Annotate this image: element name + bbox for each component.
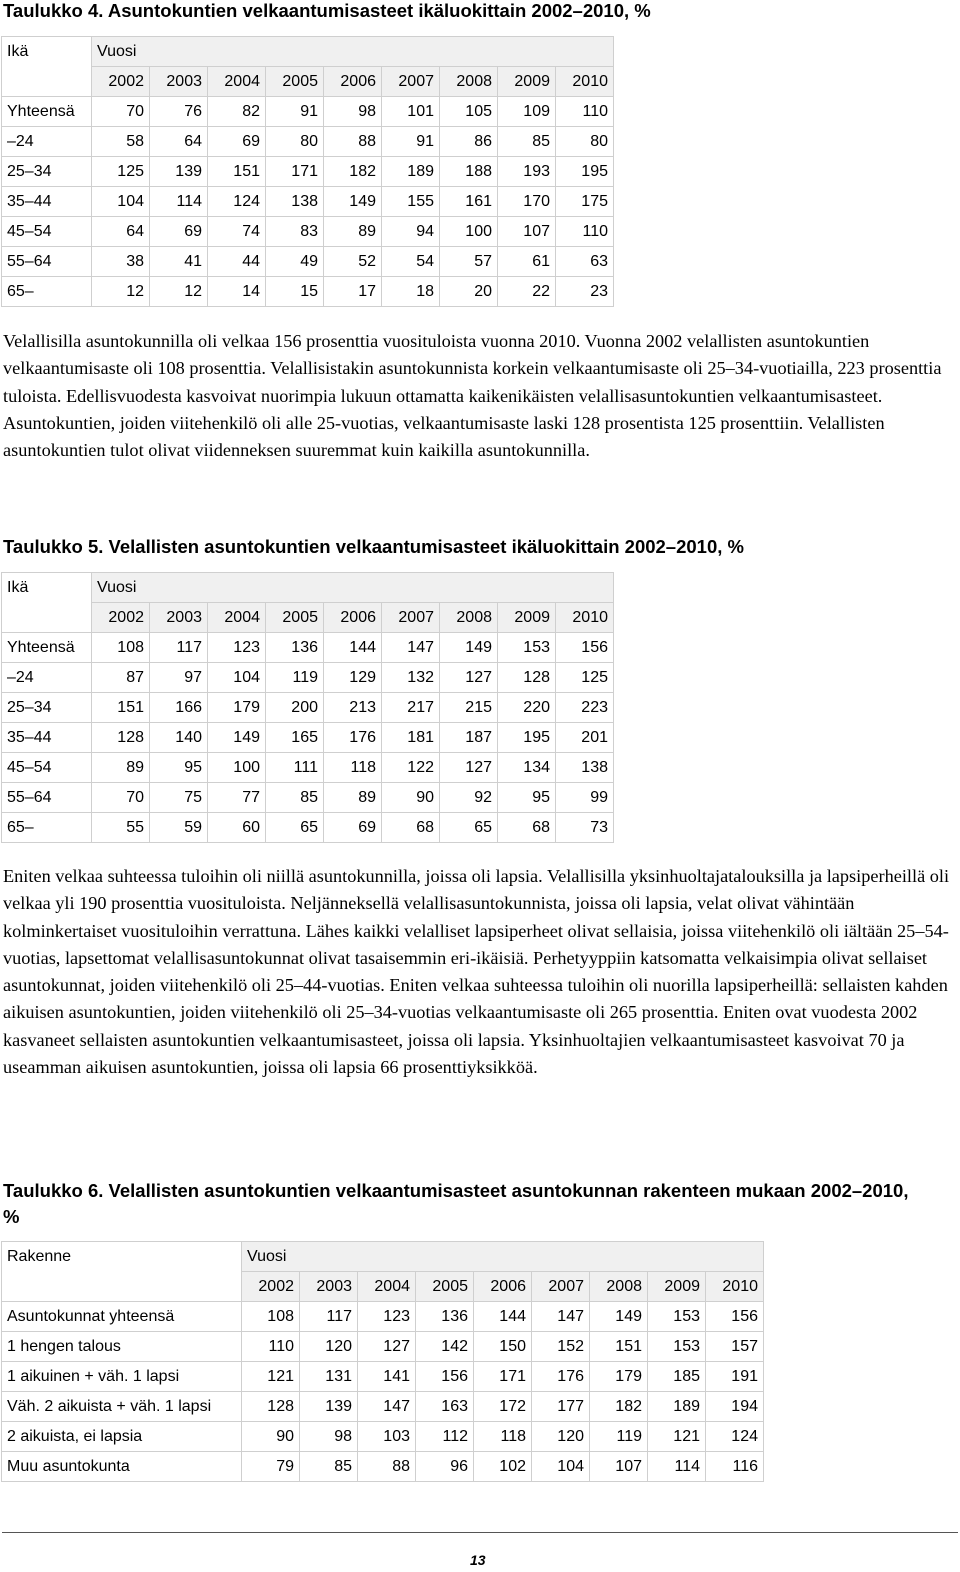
value-cell: 149 — [324, 187, 382, 217]
value-cell: 165 — [266, 723, 324, 753]
value-cell: 152 — [532, 1332, 590, 1362]
value-cell: 120 — [532, 1422, 590, 1452]
value-cell: 95 — [498, 783, 556, 813]
value-cell: 15 — [266, 277, 324, 307]
value-cell: 64 — [150, 127, 208, 157]
column-group-header: Vuosi — [92, 37, 614, 67]
value-cell: 134 — [498, 753, 556, 783]
year-header: 2006 — [324, 603, 382, 633]
year-header: 2004 — [208, 67, 266, 97]
value-cell: 98 — [300, 1422, 358, 1452]
value-cell: 63 — [556, 247, 614, 277]
value-cell: 104 — [92, 187, 150, 217]
value-cell: 153 — [648, 1302, 706, 1332]
value-cell: 189 — [648, 1392, 706, 1422]
value-cell: 58 — [92, 127, 150, 157]
value-cell: 125 — [92, 157, 150, 187]
value-cell: 12 — [92, 277, 150, 307]
year-header: 2003 — [300, 1272, 358, 1302]
column-group-header: Vuosi — [242, 1242, 764, 1272]
table-row — [2, 663, 614, 693]
table-row — [2, 1392, 764, 1422]
value-cell: 55 — [92, 813, 150, 843]
year-header: 2006 — [474, 1272, 532, 1302]
value-cell: 156 — [706, 1302, 764, 1332]
year-header: 2008 — [440, 603, 498, 633]
year-header: 2005 — [416, 1272, 474, 1302]
value-cell: 68 — [382, 813, 440, 843]
value-cell: 17 — [324, 277, 382, 307]
value-cell: 213 — [324, 693, 382, 723]
value-cell: 128 — [242, 1392, 300, 1422]
value-cell: 153 — [648, 1332, 706, 1362]
year-header: 2008 — [440, 67, 498, 97]
value-cell: 142 — [416, 1332, 474, 1362]
value-cell: 41 — [150, 247, 208, 277]
value-cell: 189 — [382, 157, 440, 187]
table4-caption: Taulukko 4. Asuntokuntien velkaantumisasteet ikäluokittain 2002–2010, % — [3, 0, 651, 21]
header-row — [2, 573, 614, 603]
row-label: 55–64 — [2, 783, 92, 813]
value-cell: 102 — [474, 1452, 532, 1482]
value-cell: 18 — [382, 277, 440, 307]
table-row — [2, 693, 614, 723]
value-cell: 65 — [440, 813, 498, 843]
value-cell: 94 — [382, 217, 440, 247]
row-label: 1 hengen talous — [2, 1332, 242, 1362]
year-header: 2002 — [92, 67, 150, 97]
value-cell: 104 — [208, 663, 266, 693]
value-cell: 129 — [324, 663, 382, 693]
value-cell: 138 — [266, 187, 324, 217]
header-row — [2, 1242, 764, 1272]
value-cell: 122 — [382, 753, 440, 783]
value-cell: 65 — [266, 813, 324, 843]
value-cell: 144 — [474, 1302, 532, 1332]
row-header: Rakenne — [2, 1242, 242, 1272]
value-cell: 176 — [324, 723, 382, 753]
value-cell: 147 — [358, 1392, 416, 1422]
value-cell: 118 — [324, 753, 382, 783]
year-row — [2, 67, 614, 97]
value-cell: 188 — [440, 157, 498, 187]
value-cell: 70 — [92, 783, 150, 813]
table-row — [2, 753, 614, 783]
value-cell: 79 — [242, 1452, 300, 1482]
value-cell: 161 — [440, 187, 498, 217]
value-cell: 182 — [590, 1392, 648, 1422]
value-cell: 114 — [648, 1452, 706, 1482]
value-cell: 103 — [358, 1422, 416, 1452]
value-cell: 176 — [532, 1362, 590, 1392]
value-cell: 119 — [266, 663, 324, 693]
value-cell: 141 — [358, 1362, 416, 1392]
value-cell: 69 — [208, 127, 266, 157]
value-cell: 120 — [300, 1332, 358, 1362]
value-cell: 118 — [474, 1422, 532, 1452]
table6-caption: Taulukko 6. Velallisten asuntokuntien velkaantumisasteet asuntokunnan rakenteen mukaan 2002–2010, % — [3, 1180, 909, 1227]
year-header: 2009 — [648, 1272, 706, 1302]
value-cell: 101 — [382, 97, 440, 127]
value-cell: 194 — [706, 1392, 764, 1422]
year-header: 2004 — [358, 1272, 416, 1302]
value-cell: 149 — [208, 723, 266, 753]
year-header: 2010 — [556, 67, 614, 97]
value-cell: 73 — [556, 813, 614, 843]
value-cell: 59 — [150, 813, 208, 843]
value-cell: 147 — [382, 633, 440, 663]
value-cell: 87 — [92, 663, 150, 693]
year-header: 2009 — [498, 67, 556, 97]
value-cell: 109 — [498, 97, 556, 127]
value-cell: 171 — [266, 157, 324, 187]
corner-cell — [2, 1272, 242, 1302]
value-cell: 89 — [324, 217, 382, 247]
value-cell: 117 — [150, 633, 208, 663]
value-cell: 182 — [324, 157, 382, 187]
row-label: 25–34 — [2, 157, 92, 187]
paragraph-2: Eniten velkaa suhteessa tuloihin oli niillä asuntokunnilla, joissa oli lapsia. Velallisilla yksinhuoltajatalouksilla ja lapsiperheillä oli velkaa yli 190 prosenttia vuosituloista. Neljänneksellä velallisasuntokunnista, joissa oli lapsia, velat olivat vähintään kolminkertaiset vuosituloihin verrattuna. Lähes kaikki velalliset lapsiperheet olivat sellaisia, joissa viitehenkilö oli iältään 25–54-vuotias, lapsettomat velallisasuntokunnat olivat tasaisemmin eri-ikäisiä. Perhetyyppiin katsomatta velkaisimpia olivat sellaiset asuntokunnat, joiden viitehenkilö oli 25–44-vuotias. Eniten velkaa suhteessa tuloihin oli nuorilla lapsiperheillä: sellaisten kahden aikuisen asuntokuntien, joiden viitehenkilö oli 25–34-vuotias velkaantumisaste oli 265 prosenttia. Eniten ovat vuodesta 2002 kasvaneet sellaisten asuntokuntien velkaantumisasteet, joissa oli lapsia. Yksinhuoltajien velkaantumisasteet kasvoivat 70 ja useamman aikuisen asuntokuntien, joissa oli lapsia 66 prosenttiyksikköä. — [3, 866, 950, 1078]
value-cell: 64 — [92, 217, 150, 247]
value-cell: 96 — [416, 1452, 474, 1482]
year-row — [2, 1272, 764, 1302]
value-cell: 123 — [358, 1302, 416, 1332]
value-cell: 156 — [416, 1362, 474, 1392]
value-cell: 69 — [324, 813, 382, 843]
table-row — [2, 97, 614, 127]
row-label: –24 — [2, 127, 92, 157]
value-cell: 217 — [382, 693, 440, 723]
row-label: 35–44 — [2, 187, 92, 217]
value-cell: 14 — [208, 277, 266, 307]
value-cell: 82 — [208, 97, 266, 127]
header-row — [2, 37, 614, 67]
value-cell: 110 — [556, 217, 614, 247]
value-cell: 200 — [266, 693, 324, 723]
value-cell: 77 — [208, 783, 266, 813]
value-cell: 68 — [498, 813, 556, 843]
table-4 — [1, 36, 614, 307]
table-row — [2, 1422, 764, 1452]
table-row — [2, 723, 614, 753]
page-number: 13 — [470, 1552, 486, 1568]
value-cell: 90 — [382, 783, 440, 813]
value-cell: 179 — [208, 693, 266, 723]
value-cell: 12 — [150, 277, 208, 307]
value-cell: 170 — [498, 187, 556, 217]
value-cell: 69 — [150, 217, 208, 247]
table-row — [2, 1452, 764, 1482]
value-cell: 112 — [416, 1422, 474, 1452]
value-cell: 147 — [532, 1302, 590, 1332]
value-cell: 132 — [382, 663, 440, 693]
value-cell: 76 — [150, 97, 208, 127]
corner-cell — [2, 603, 92, 633]
year-header: 2003 — [150, 67, 208, 97]
value-cell: 157 — [706, 1332, 764, 1362]
row-label: Väh. 2 aikuista + väh. 1 lapsi — [2, 1392, 242, 1422]
value-cell: 92 — [440, 783, 498, 813]
value-cell: 91 — [382, 127, 440, 157]
value-cell: 181 — [382, 723, 440, 753]
year-header: 2007 — [532, 1272, 590, 1302]
value-cell: 177 — [532, 1392, 590, 1422]
value-cell: 121 — [648, 1422, 706, 1452]
year-header: 2010 — [556, 603, 614, 633]
value-cell: 195 — [498, 723, 556, 753]
value-cell: 49 — [266, 247, 324, 277]
value-cell: 107 — [590, 1452, 648, 1482]
value-cell: 61 — [498, 247, 556, 277]
value-cell: 99 — [556, 783, 614, 813]
value-cell: 121 — [242, 1362, 300, 1392]
year-header: 2008 — [590, 1272, 648, 1302]
row-label: 2 aikuista, ei lapsia — [2, 1422, 242, 1452]
value-cell: 123 — [208, 633, 266, 663]
value-cell: 153 — [498, 633, 556, 663]
value-cell: 75 — [150, 783, 208, 813]
row-label: 55–64 — [2, 247, 92, 277]
value-cell: 83 — [266, 217, 324, 247]
value-cell: 38 — [92, 247, 150, 277]
row-label: 25–34 — [2, 693, 92, 723]
value-cell: 149 — [440, 633, 498, 663]
row-label: Yhteensä — [2, 633, 92, 663]
table-row — [2, 1332, 764, 1362]
value-cell: 127 — [440, 663, 498, 693]
row-label: 45–54 — [2, 753, 92, 783]
value-cell: 151 — [208, 157, 266, 187]
value-cell: 89 — [92, 753, 150, 783]
value-cell: 195 — [556, 157, 614, 187]
value-cell: 86 — [440, 127, 498, 157]
year-header: 2007 — [382, 67, 440, 97]
year-header: 2005 — [266, 67, 324, 97]
table-row — [2, 633, 614, 663]
value-cell: 151 — [590, 1332, 648, 1362]
table-row — [2, 217, 614, 247]
table-row — [2, 187, 614, 217]
table-row — [2, 1362, 764, 1392]
value-cell: 163 — [416, 1392, 474, 1422]
value-cell: 187 — [440, 723, 498, 753]
value-cell: 70 — [92, 97, 150, 127]
row-label: Yhteensä — [2, 97, 92, 127]
column-group-header: Vuosi — [92, 573, 614, 603]
year-header: 2003 — [150, 603, 208, 633]
value-cell: 124 — [706, 1422, 764, 1452]
value-cell: 104 — [532, 1452, 590, 1482]
value-cell: 128 — [498, 663, 556, 693]
value-cell: 139 — [150, 157, 208, 187]
value-cell: 193 — [498, 157, 556, 187]
value-cell: 223 — [556, 693, 614, 723]
value-cell: 100 — [440, 217, 498, 247]
value-cell: 125 — [556, 663, 614, 693]
year-header: 2009 — [498, 603, 556, 633]
value-cell: 172 — [474, 1392, 532, 1422]
value-cell: 20 — [440, 277, 498, 307]
row-label: Muu asuntokunta — [2, 1452, 242, 1482]
value-cell: 140 — [150, 723, 208, 753]
value-cell: 185 — [648, 1362, 706, 1392]
year-header: 2007 — [382, 603, 440, 633]
value-cell: 191 — [706, 1362, 764, 1392]
value-cell: 111 — [266, 753, 324, 783]
year-header: 2010 — [706, 1272, 764, 1302]
value-cell: 131 — [300, 1362, 358, 1392]
year-header: 2004 — [208, 603, 266, 633]
value-cell: 110 — [242, 1332, 300, 1362]
value-cell: 136 — [266, 633, 324, 663]
value-cell: 149 — [590, 1302, 648, 1332]
value-cell: 88 — [358, 1452, 416, 1482]
row-header: Ikä — [2, 37, 92, 67]
table-5 — [1, 572, 614, 843]
value-cell: 155 — [382, 187, 440, 217]
value-cell: 89 — [324, 783, 382, 813]
value-cell: 124 — [208, 187, 266, 217]
value-cell: 114 — [150, 187, 208, 217]
row-label: 1 aikuinen + väh. 1 lapsi — [2, 1362, 242, 1392]
value-cell: 105 — [440, 97, 498, 127]
table-row — [2, 247, 614, 277]
value-cell: 85 — [300, 1452, 358, 1482]
value-cell: 151 — [92, 693, 150, 723]
paragraph-1: Velallisilla asuntokunnilla oli velkaa 156 prosenttia vuosituloista vuonna 2010. Vuonna 2002 velallisten asuntokuntien velkaantumisaste oli 108 prosenttia. Velallisistakin asuntokunnista korkein velkaantumisaste oli 25–34-vuotiailla, 223 prosenttia tuloista. Edellisvuodesta kasvoivat nuorimpia lukuun ottamatta kaikenikäisten velallisasuntokuntien velkaantumisasteet. Asuntokuntien, joiden viitehenkilö oli alle 25-vuotias, velkaantumisaste laski 128 prosentista 125 prosenttiin. Velallisten asuntokuntien tulot olivat viidenneksen suuremmat kuin kaikilla asuntokunnilla. — [3, 331, 942, 461]
table-row — [2, 783, 614, 813]
row-label: –24 — [2, 663, 92, 693]
value-cell: 54 — [382, 247, 440, 277]
value-cell: 110 — [556, 97, 614, 127]
row-header: Ikä — [2, 573, 92, 603]
year-header: 2002 — [92, 603, 150, 633]
value-cell: 127 — [358, 1332, 416, 1362]
value-cell: 108 — [242, 1302, 300, 1332]
value-cell: 116 — [706, 1452, 764, 1482]
year-header: 2002 — [242, 1272, 300, 1302]
value-cell: 144 — [324, 633, 382, 663]
table-row — [2, 277, 614, 307]
value-cell: 175 — [556, 187, 614, 217]
table-row — [2, 1302, 764, 1332]
value-cell: 179 — [590, 1362, 648, 1392]
value-cell: 52 — [324, 247, 382, 277]
corner-cell — [2, 67, 92, 97]
value-cell: 95 — [150, 753, 208, 783]
row-label: 35–44 — [2, 723, 92, 753]
year-header: 2005 — [266, 603, 324, 633]
table5-caption: Taulukko 5. Velallisten asuntokuntien velkaantumisasteet ikäluokittain 2002–2010, % — [3, 536, 744, 557]
value-cell: 201 — [556, 723, 614, 753]
value-cell: 91 — [266, 97, 324, 127]
value-cell: 171 — [474, 1362, 532, 1392]
value-cell: 85 — [498, 127, 556, 157]
value-cell: 22 — [498, 277, 556, 307]
year-row — [2, 603, 614, 633]
value-cell: 108 — [92, 633, 150, 663]
value-cell: 220 — [498, 693, 556, 723]
value-cell: 60 — [208, 813, 266, 843]
value-cell: 136 — [416, 1302, 474, 1332]
value-cell: 156 — [556, 633, 614, 663]
footer-rule — [2, 1532, 958, 1533]
table-row — [2, 127, 614, 157]
value-cell: 166 — [150, 693, 208, 723]
value-cell: 100 — [208, 753, 266, 783]
value-cell: 117 — [300, 1302, 358, 1332]
value-cell: 150 — [474, 1332, 532, 1362]
row-label: 65– — [2, 813, 92, 843]
value-cell: 107 — [498, 217, 556, 247]
row-label: 65– — [2, 277, 92, 307]
table-row — [2, 157, 614, 187]
value-cell: 23 — [556, 277, 614, 307]
value-cell: 74 — [208, 217, 266, 247]
value-cell: 127 — [440, 753, 498, 783]
value-cell: 85 — [266, 783, 324, 813]
value-cell: 98 — [324, 97, 382, 127]
value-cell: 80 — [266, 127, 324, 157]
value-cell: 215 — [440, 693, 498, 723]
value-cell: 119 — [590, 1422, 648, 1452]
value-cell: 128 — [92, 723, 150, 753]
year-header: 2006 — [324, 67, 382, 97]
value-cell: 57 — [440, 247, 498, 277]
table-6 — [1, 1241, 764, 1482]
value-cell: 138 — [556, 753, 614, 783]
table-row — [2, 813, 614, 843]
value-cell: 139 — [300, 1392, 358, 1422]
value-cell: 88 — [324, 127, 382, 157]
value-cell: 44 — [208, 247, 266, 277]
row-label: Asuntokunnat yhteensä — [2, 1302, 242, 1332]
value-cell: 97 — [150, 663, 208, 693]
value-cell: 80 — [556, 127, 614, 157]
value-cell: 90 — [242, 1422, 300, 1452]
row-label: 45–54 — [2, 217, 92, 247]
